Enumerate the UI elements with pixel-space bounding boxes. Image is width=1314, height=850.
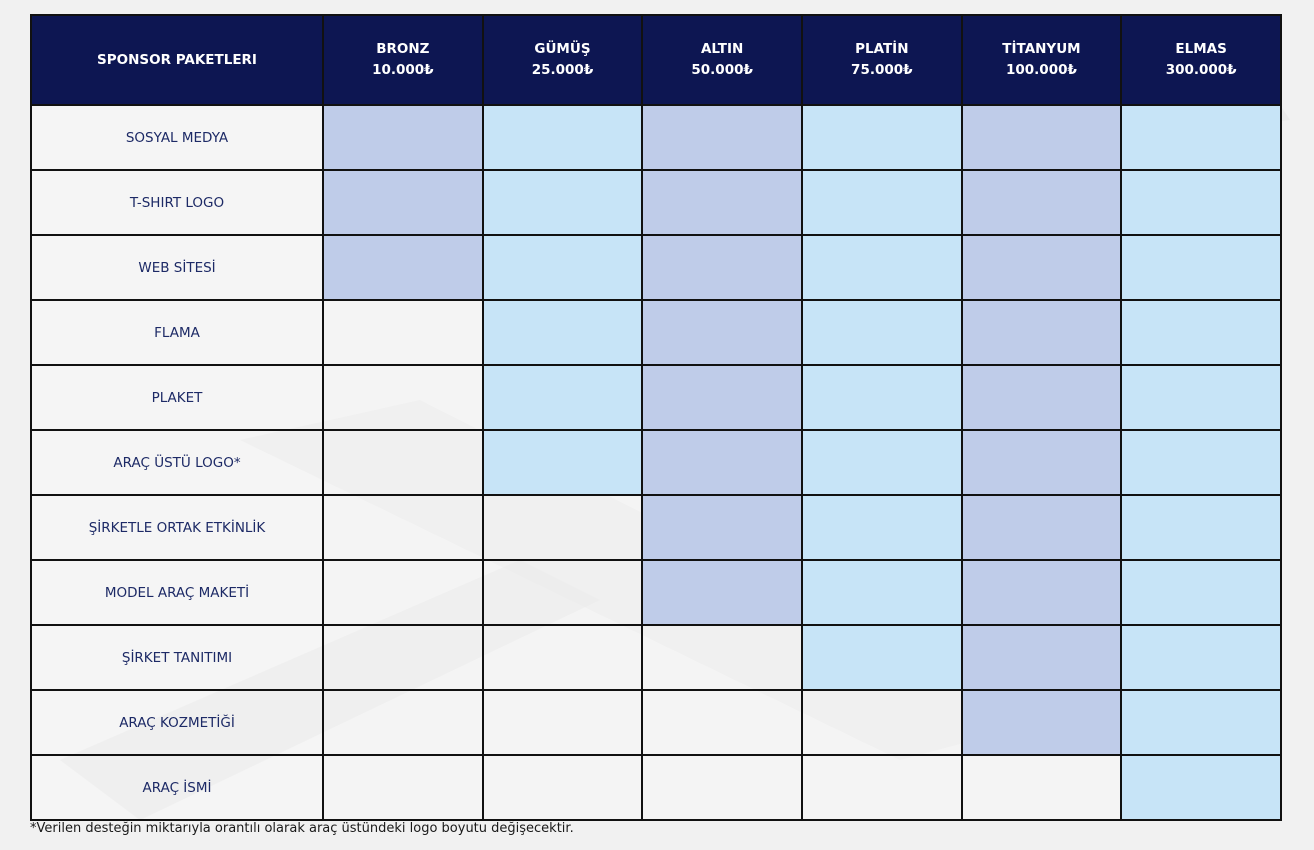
header-package-elmas [1121,15,1281,105]
package-price: 50.000₺ [691,62,753,78]
feature-label: FLAMA [31,300,323,365]
included-cell [962,690,1122,755]
empty-cell [323,300,483,365]
empty-cell [323,495,483,560]
package-name: GÜMÜŞ [534,41,591,57]
included-cell [323,105,483,170]
empty-cell [483,690,643,755]
included-cell [483,235,643,300]
header-package-bronz [323,15,483,105]
feature-label: MODEL ARAÇ MAKETİ [31,560,323,625]
empty-cell [323,755,483,820]
package-name: BRONZ [376,41,430,57]
package-price: 10.000₺ [372,62,434,78]
empty-cell [483,560,643,625]
table-row [31,755,1281,820]
included-cell [483,365,643,430]
package-name: PLATİN [855,41,909,57]
table-row [31,105,1281,170]
included-cell [483,430,643,495]
empty-cell [962,755,1122,820]
empty-cell [642,625,802,690]
table-header-row [31,15,1281,105]
package-price: 25.000₺ [531,62,594,78]
header-package-altin [642,15,802,105]
included-cell [962,170,1122,235]
included-cell [1121,105,1281,170]
feature-label: SOSYAL MEDYA [31,105,323,170]
table-row [31,300,1281,365]
empty-cell [802,755,962,820]
included-cell [962,625,1122,690]
empty-cell [323,560,483,625]
package-name: ALTIN [700,41,744,57]
empty-cell [323,690,483,755]
included-cell [1121,235,1281,300]
footnote: *Verilen desteğin miktarıyla orantılı olarak araç üstündeki logo boyutu değişecektir. [30,821,574,836]
feature-label: ŞİRKET TANITIMI [31,625,323,690]
empty-cell [642,690,802,755]
included-cell [642,560,802,625]
table-row [31,625,1281,690]
header-sponsor-packages: SPONSOR PAKETLERI [31,15,323,105]
included-cell [483,170,643,235]
included-cell [1121,430,1281,495]
included-cell [323,170,483,235]
included-cell [642,170,802,235]
table-row [31,365,1281,430]
included-cell [1121,625,1281,690]
feature-label: ARAÇ KOZMETİĞİ [31,690,323,755]
empty-cell [323,365,483,430]
included-cell [642,365,802,430]
included-cell [962,105,1122,170]
package-name: ELMAS [1175,41,1227,57]
included-cell [962,430,1122,495]
package-price: 100.000₺ [1006,62,1077,78]
table-row [31,170,1281,235]
header-package-gumus [483,15,643,105]
included-cell [642,235,802,300]
included-cell [962,300,1122,365]
included-cell [1121,495,1281,560]
feature-label: ŞİRKETLE ORTAK ETKİNLİK [31,495,323,560]
included-cell [483,300,643,365]
included-cell [1121,365,1281,430]
included-cell [962,560,1122,625]
table-row [31,430,1281,495]
sponsor-packages-table [30,14,1282,821]
table-row [31,690,1281,755]
feature-label: PLAKET [31,365,323,430]
included-cell [962,495,1122,560]
feature-label: T-SHIRT LOGO [31,170,323,235]
included-cell [1121,690,1281,755]
package-name: TİTANYUM [1002,41,1081,57]
included-cell [642,495,802,560]
package-price: 75.000₺ [851,62,913,78]
included-cell [802,105,962,170]
included-cell [802,365,962,430]
empty-cell [323,625,483,690]
included-cell [642,105,802,170]
table-row [31,235,1281,300]
empty-cell [483,625,643,690]
package-price: 300.000₺ [1165,62,1237,78]
feature-label: ARAÇ İSMİ [31,755,323,820]
feature-rows [31,105,1281,820]
included-cell [1121,170,1281,235]
included-cell [1121,560,1281,625]
included-cell [483,105,643,170]
header-package-platin [802,15,962,105]
table-row [31,560,1281,625]
included-cell [1121,755,1281,820]
included-cell [962,365,1122,430]
included-cell [802,625,962,690]
empty-cell [483,755,643,820]
included-cell [323,235,483,300]
included-cell [802,430,962,495]
included-cell [1121,300,1281,365]
included-cell [642,300,802,365]
feature-label: WEB SİTESİ [31,235,323,300]
included-cell [802,170,962,235]
empty-cell [802,690,962,755]
included-cell [802,560,962,625]
included-cell [642,430,802,495]
empty-cell [483,495,643,560]
included-cell [802,495,962,560]
feature-label: ARAÇ ÜSTÜ LOGO* [31,430,323,495]
included-cell [802,300,962,365]
header-package-titanyum [962,15,1122,105]
table-row [31,495,1281,560]
included-cell [962,235,1122,300]
empty-cell [323,430,483,495]
included-cell [802,235,962,300]
empty-cell [642,755,802,820]
